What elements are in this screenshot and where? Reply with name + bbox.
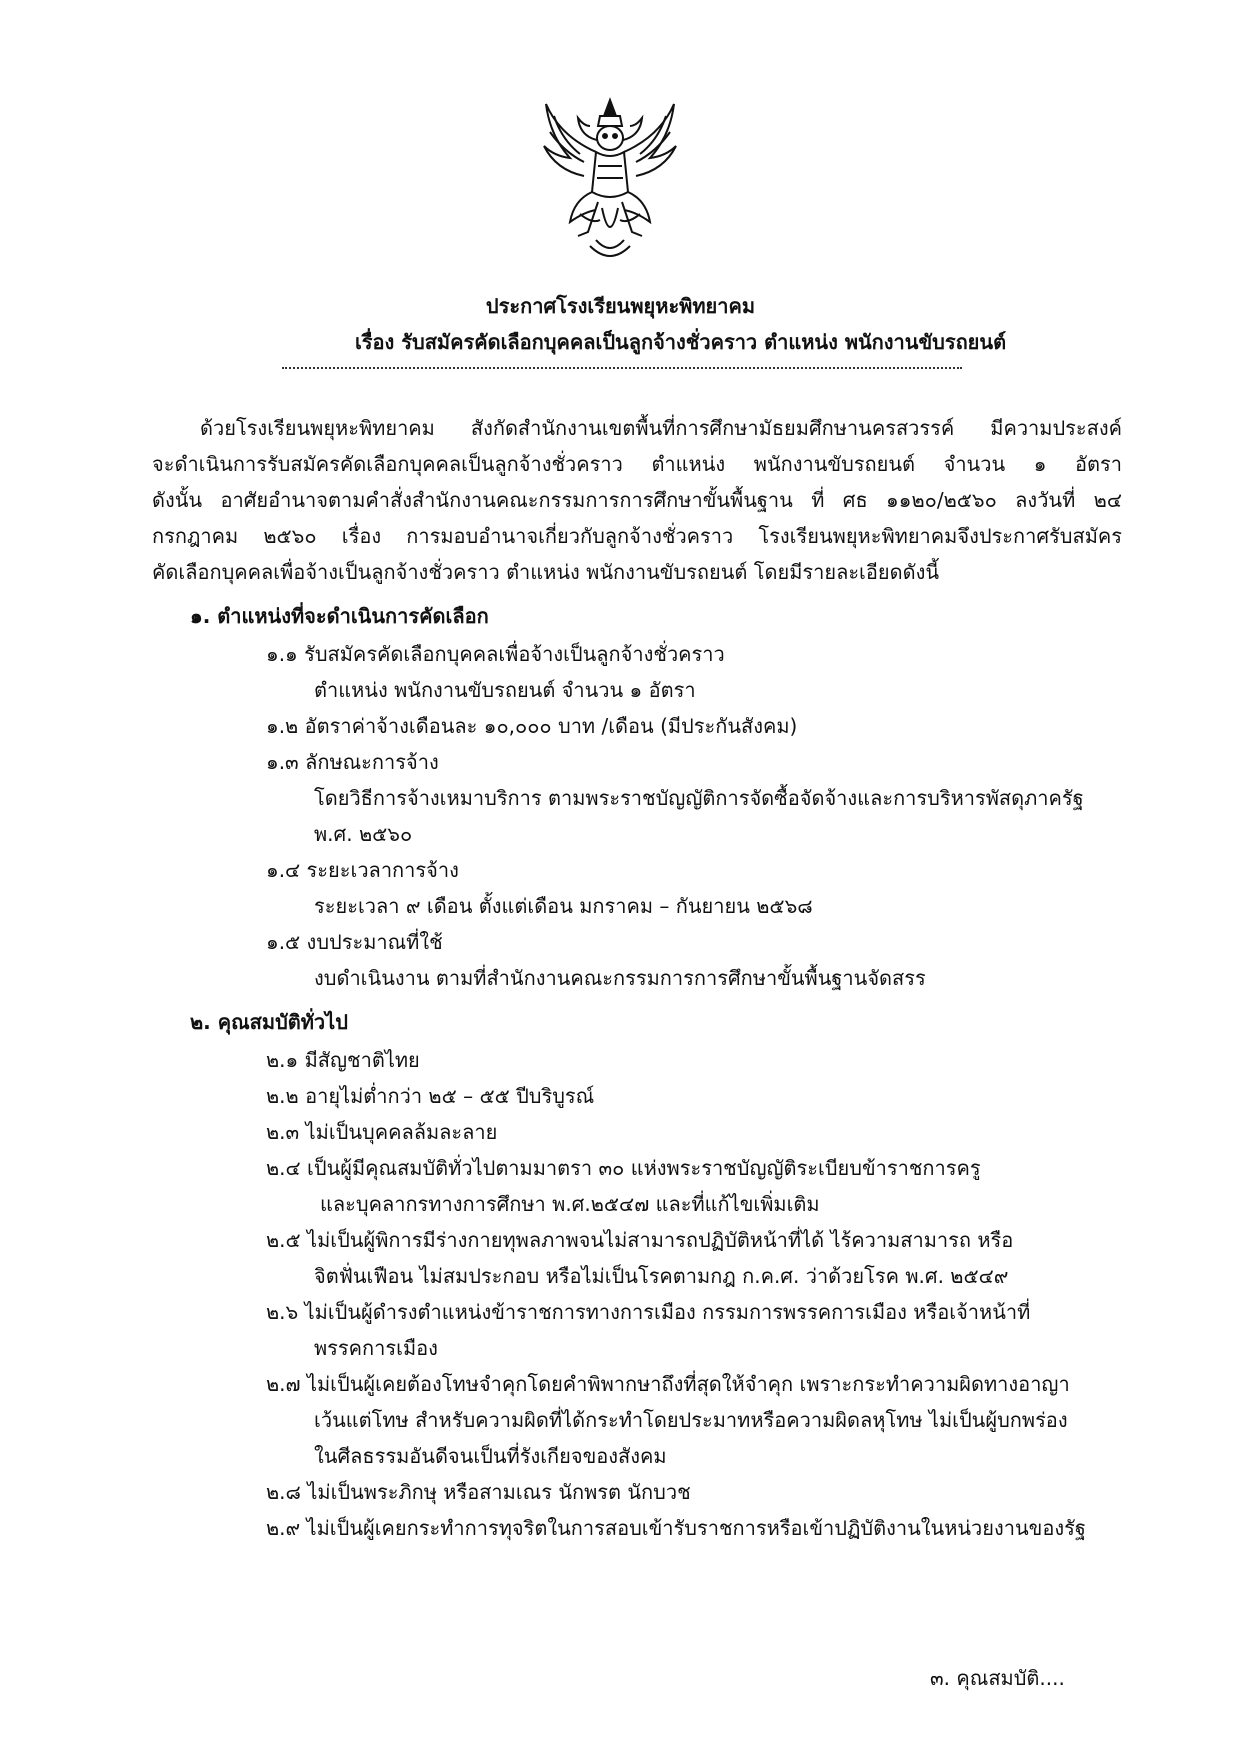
item-1-5: ๑.๕ งบประมาณที่ใช้ xyxy=(266,930,443,954)
item-2-6: ๒.๖ ไม่เป็นผู้ดำรงตำแหน่งข้าราชการทางการเมือง กรรมการพรรคการเมือง หรือเจ้าหน้าที่ xyxy=(266,1300,1031,1324)
item-1-3-year: พ.ศ. ๒๕๖๐ xyxy=(314,822,413,846)
intro-line-2: จะดำเนินการรับสมัครคัดเลือกบุคคลเป็นลูกจ้างชั่วคราว ตำแหน่ง พนักงานขับรถยนต์ จำนวน ๑ อัตรา xyxy=(152,452,1122,476)
item-2-1: ๒.๑ มีสัญชาติไทย xyxy=(266,1048,420,1072)
item-1-4: ๑.๔ ระยะเวลาการจ้าง xyxy=(266,858,459,882)
item-1-1-detail: ตำแหน่ง พนักงานขับรถยนต์ จำนวน ๑ อัตรา xyxy=(314,678,696,702)
item-1-5-detail: งบดำเนินงาน ตามที่สำนักงานคณะกรรมการการศึกษาขั้นพื้นฐานจัดสรร xyxy=(314,966,926,990)
dotted-divider xyxy=(282,366,962,369)
item-1-3: ๑.๓ ลักษณะการจ้าง xyxy=(266,750,439,774)
announcement-subject: เรื่อง รับสมัครคัดเลือกบุคคลเป็นลูกจ้างชั่วคราว ตำแหน่ง พนักงานขับรถยนต์ xyxy=(354,330,1007,354)
item-1-2: ๑.๒ อัตราค่าจ้างเดือนละ ๑๐,๐๐๐ บาท /เดือน (มีประกันสังคม) xyxy=(266,714,798,738)
item-2-4: ๒.๔ เป็นผู้มีคุณสมบัติทั่วไปตามมาตรา ๓๐ แห่งพระราชบัญญัติระเบียบข้าราชการครู xyxy=(266,1156,981,1180)
item-2-5-detail: จิตฟั่นเฟือน ไม่สมประกอบ หรือไม่เป็นโรคตามกฎ ก.ค.ศ. ว่าด้วยโรค พ.ศ. ๒๕๔๙ xyxy=(314,1264,1009,1288)
item-2-5: ๒.๕ ไม่เป็นผู้พิการมีร่างกายทุพลภาพจนไม่สามารถปฏิบัติหน้าที่ได้ ไร้ความสามารถ หรือ xyxy=(266,1228,1014,1252)
item-2-8: ๒.๘ ไม่เป็นพระภิกษุ หรือสามเณร นักพรต นักบวช xyxy=(266,1480,691,1504)
item-2-7-detail-2: ในศีลธรรมอันดีจนเป็นที่รังเกียจของสังคม xyxy=(314,1444,667,1468)
section-1-heading: ๑. ตำแหน่งที่จะดำเนินการคัดเลือก xyxy=(190,604,489,628)
garuda-emblem-icon xyxy=(540,96,680,266)
item-2-9: ๒.๙ ไม่เป็นผู้เคยกระทำการทุจริตในการสอบเข้ารับราชการหรือเข้าปฏิบัติงานในหน่วยงานของรัฐ xyxy=(266,1516,1086,1540)
item-2-4-detail: และบุคลากรทางการศึกษา พ.ศ.๒๕๔๗ และที่แก้ไขเพิ่มเติม xyxy=(320,1192,820,1216)
intro-line-3: ดังนั้น อาศัยอำนาจตามคำสั่งสำนักงานคณะกรรมการการศึกษาขั้นพื้นฐาน ที่ ศธ ๑๑๒๐/๒๕๖๐ ลงวันที่ ๒๔ xyxy=(152,488,1122,512)
item-2-2: ๒.๒ อายุไม่ต่ำกว่า ๒๕ – ๕๕ ปีบริบูรณ์ xyxy=(266,1084,595,1108)
announcement-title: ประกาศโรงเรียนพยุหะพิทยาคม xyxy=(485,294,756,318)
section-2-heading: ๒. คุณสมบัติทั่วไป xyxy=(190,1010,348,1034)
intro-line-4: กรกฎาคม ๒๕๖๐ เรื่อง การมอบอำนาจเกี่ยวกับลูกจ้างชั่วคราว โรงเรียนพยุหะพิทยาคมจึงประกาศรับสมัคร xyxy=(152,524,1122,548)
item-2-7: ๒.๗ ไม่เป็นผู้เคยต้องโทษจำคุกโดยคำพิพากษาถึงที่สุดให้จำคุก เพราะกระทำความผิดทางอาญา xyxy=(266,1372,1070,1396)
intro-line-1: ด้วยโรงเรียนพยุหะพิทยาคม สังกัดสำนักงานเขตพื้นที่การศึกษามัธยมศึกษานครสวรรค์ มีความประสงค์ xyxy=(200,416,1122,440)
item-2-7-detail: เว้นแต่โทษ สำหรับความผิดที่ได้กระทำโดยประมาทหรือความผิดลหุโทษ ไม่เป็นผู้บกพร่อง xyxy=(314,1408,1068,1432)
item-1-4-detail: ระยะเวลา ๙ เดือน ตั้งแต่เดือน มกราคม – กันยายน ๒๕๖๘ xyxy=(314,894,813,918)
item-1-1: ๑.๑ รับสมัครคัดเลือกบุคคลเพื่อจ้างเป็นลูกจ้างชั่วคราว xyxy=(266,642,725,666)
item-1-3-detail: โดยวิธีการจ้างเหมาบริการ ตามพระราชบัญญัติการจัดซื้อจัดจ้างและการบริหารพัสดุภาครัฐ xyxy=(314,786,1084,810)
item-2-6-detail: พรรคการเมือง xyxy=(314,1336,438,1360)
intro-line-5: คัดเลือกบุคคลเพื่อจ้างเป็นลูกจ้างชั่วคราว ตำแหน่ง พนักงานขับรถยนต์ โดยมีรายละเอียดดังนี้ xyxy=(152,560,940,584)
item-2-3: ๒.๓ ไม่เป็นบุคคลล้มละลาย xyxy=(266,1120,498,1144)
continuation-note: ๓. คุณสมบัติ.... xyxy=(930,1666,1065,1690)
